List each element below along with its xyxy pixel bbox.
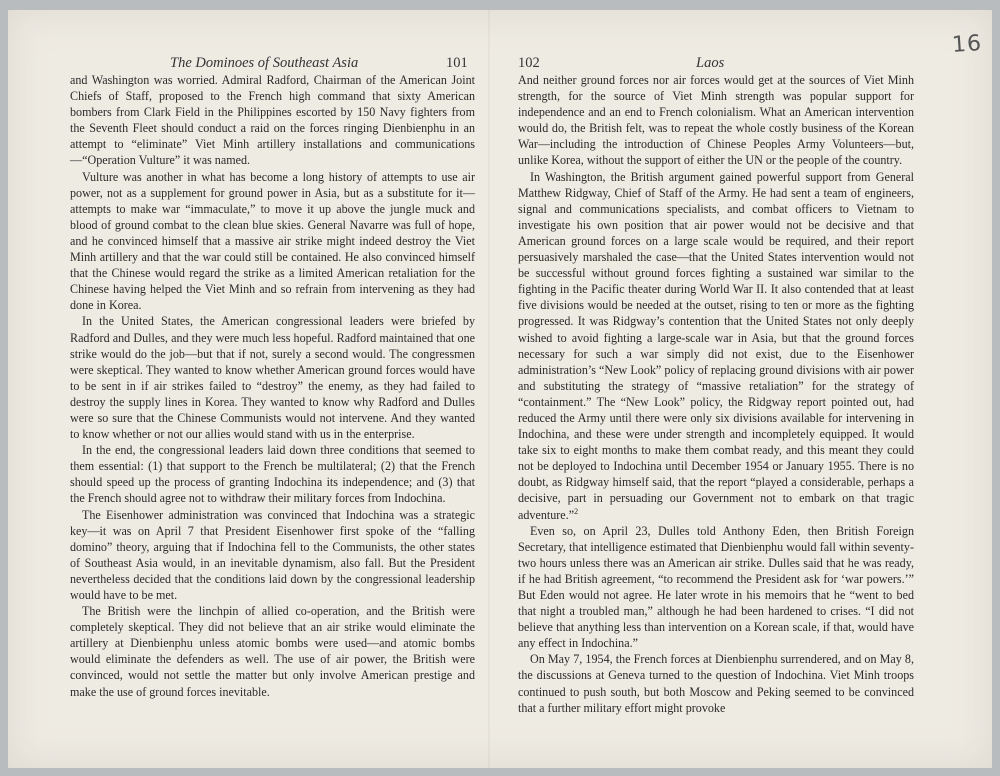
page-gutter bbox=[488, 10, 490, 768]
paragraph: The British were the linchpin of allied co-operation, and the British were completely skeptical. They did not believe that an air strike would eliminate the artillery at Dienbienphu unless atomic bombs were used—and atomic bombs would eliminate the defenders as well. The use of air power, the British were convinced, would not settle the matter but only involve American prestige and make the use of ground forces inevitable. bbox=[70, 604, 475, 699]
right-page bbox=[518, 48, 914, 716]
right-header-title: Laos bbox=[696, 55, 725, 71]
paragraph: In the end, the congressional leaders laid down three conditions that seemed to them essential: (1) that support to the French be multilateral; (2) that the French should speed up the process of granting Indochina its independence; and (3) that the French should agree not to withdraw their military forces from Indochina. bbox=[70, 443, 475, 506]
paragraph: and Washington was worried. Admiral Radford, Chairman of the American Joint Chiefs of Staff, proposed to the French high command that sixty American bombers from Clark Field in the Philippines escorted by 150 Navy fighters from the Seventh Fleet should conduct a raid on the forces ringing Dienbienphu in an attempt to “eliminate” Viet Minh artillery installations and communications—“Operation Vulture” it was named. bbox=[70, 73, 475, 168]
right-body-text bbox=[518, 72, 914, 716]
paragraph: On May 7, 1954, the French forces at Dienbienphu surrendered, and on May 8, the discussions at Geneva turned to the question of Indochina. Viet Minh troops continued to push south, but both Moscow and Peking seemed to be convinced that a further military effort might provoke bbox=[518, 652, 914, 715]
paragraph: And neither ground forces nor air forces would get at the sources of Viet Minh strength, for the source of Viet Minh strength was popular support for independence and an end to French colonialism. What an American intervention would do, the British felt, was to repeat the whole costly business of the Korean War—including the introduction of Chinese Peoples Army Volunteers—but, unlike Korea, without the support of either the UN or the people of the country. bbox=[518, 73, 914, 168]
left-body-text bbox=[70, 72, 475, 700]
paragraph: Even so, on April 23, Dulles told Anthony Eden, then British Foreign Secretary, that intelligence estimated that Dienbienphu would fall within seventy-two hours unless there was an American air strike. Dulles said that he was ready, if he had British agreement, “to recommend the President ask for ‘war powers.’” But Eden would not agree. He later wrote in his memoirs that he “went to bed that night a troubled man,” although he had been hardened to crises. “I did not believe that anything less than intervention on a Korean scale, if that, would have any effect in Indochina.” bbox=[518, 523, 914, 651]
paragraph: Vulture was another in what has become a long history of attempts to use air power, not as a supplement for ground power in Asia, but as a substitute for it—attempts to make war “immaculate,” to move it up above the jungle muck and blood of ground combat to the clean blue skies. General Navarre was full of hope, and he convinced himself that a massive air strike might indeed destroy the Viet Minh artillery and that the war could still be contained. He also convinced himself that the Chinese would regard the strike as a limited American retaliation for the Chinese having helped the Viet Minh and so refrain from intervening as they had done in Korea. bbox=[70, 169, 475, 313]
right-running-head bbox=[518, 48, 914, 72]
left-running-head bbox=[70, 48, 475, 72]
left-header-title: The Dominoes of Southeast Asia bbox=[170, 55, 359, 71]
right-page-number: 102 bbox=[518, 55, 540, 71]
paragraph: In the United States, the American congressional leaders were briefed by Radford and Dulles, and they were much less hopeful. Radford maintained that one strike would do the job—but that if not, surely a second would. The congressmen were skeptical. They wanted to know whether American ground forces would have to be sent in if air strikes failed to “destroy” the enemy, as they had failed to destroy the supply lines in Korea. They wanted to know why Radford and Dulles were so sure that the Chinese Communists would not intervene. And they wanted to know whether or not our allies would stand with us in the enterprise. bbox=[70, 314, 475, 442]
paragraph-text: In Washington, the British argument gained powerful support from General Matthew Ridgway, Chief of Staff of the Army. He had sent a team of engineers, signal and communications specialists, and combat officers to Vietnam to investigate his own position that air power would not be decisive and that American ground forces on a large scale would be required, and their report persuasively marshaled the case—that the United States intervention would not be successful without ground forces fighting a sustained war similar to the fighting in the Pacific theater during World War II. It also contended that at least five divisions would be needed at the outset, rising to ten or more as the fighting progressed. It was Ridgway’s contention that the United States not only deeply wished to avoid fighting a large-scale war in Asia, but that the ground forces necessary for such a war simply did not exist, due to the Eisenhower administration’s “New Look” policy of replacing ground divisions with air power and substituting the strategy of “massive retaliation” for the strategy of “containment.” The “New Look” policy, the Ridgway report pointed out, had reduced the Army until there were only six divisions available for intervening in Indochina, and these were under strength and incompletely equipped. It would take six to eight months to make them combat ready, and this meant they could not be deployed to Indochina until December 1954 or January 1955. There is no doubt, as Ridgway himself said, that the report “played a considerable, perhaps a decisive, part in persuading our Government not to embark on that tragic adventure.” bbox=[518, 169, 914, 522]
handwritten-page-number: 16 bbox=[951, 30, 983, 59]
left-page-number: 101 bbox=[446, 55, 468, 71]
footnote-marker: 2 bbox=[574, 506, 579, 516]
paragraph: The Eisenhower administration was convinced that Indochina was a strategic key—it was on April 7 that President Eisenhower first spoke of the “falling domino” theory, arguing that if Indochina fell to the Communists, the other states of Southeast Asia would, in an inevitable dynamism, also fall. But the President nevertheless decided that the conditions laid down by the congressional leadership would have to be met. bbox=[70, 507, 475, 602]
scanned-sheet bbox=[8, 10, 992, 768]
left-page bbox=[70, 48, 475, 700]
paragraph bbox=[518, 169, 914, 523]
